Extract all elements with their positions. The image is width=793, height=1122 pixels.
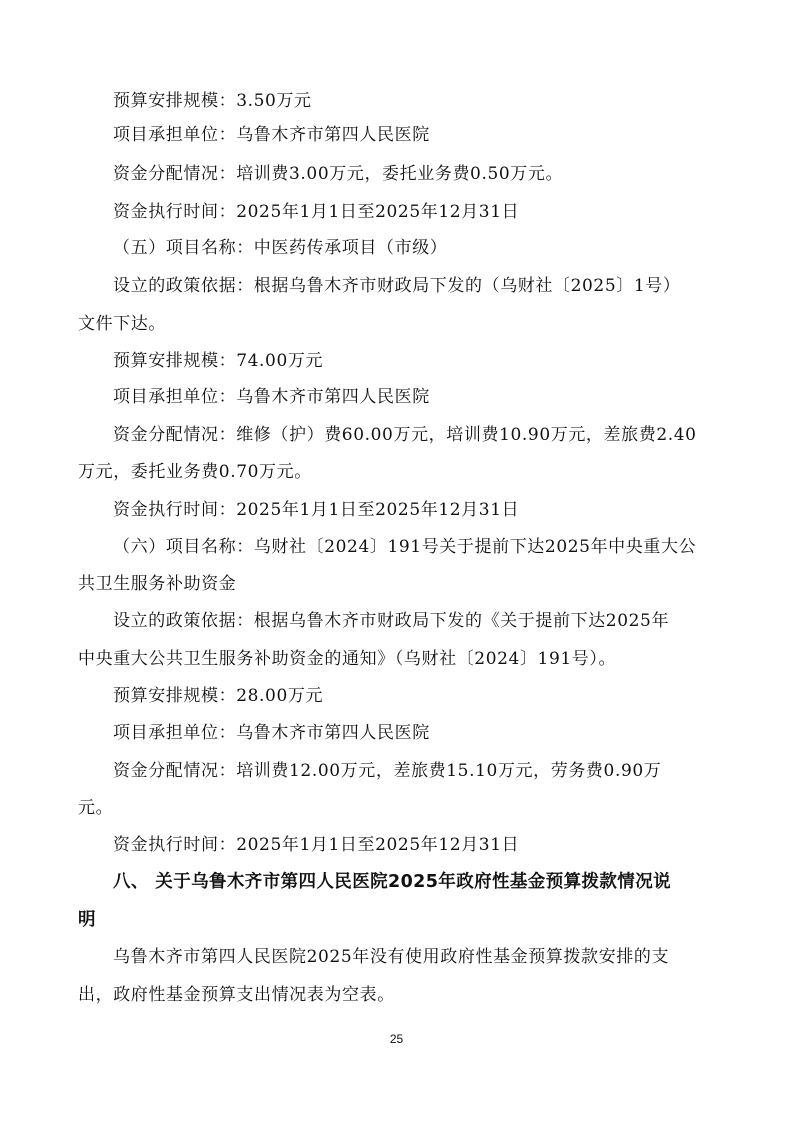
text-line: 预算安排规模：74.00万元 [113,351,324,371]
text-line: 资金分配情况：培训费3.00万元，委托业务费0.50万元。 [113,164,564,184]
text-line: 设立的政策依据：根据乌鲁木齐市财政局下发的（乌财社〔2025〕1号） [113,276,681,296]
page-number: 25 [389,1032,404,1046]
text-line: 文件下达。 [78,314,166,334]
text-line: 资金执行时间：2025年1月1日至2025年12月31日 [113,835,520,855]
text-line: 资金执行时间：2025年1月1日至2025年12月31日 [113,202,520,222]
text-line: 中央重大公共卫生服务补助资金的通知》（乌财社〔2024〕191号）。 [78,649,617,669]
text-line: 项目承担单位：乌鲁木齐市第四人民医院 [113,125,430,145]
chapter-heading-cont: 明 [78,910,96,930]
text-line: 出，政府性基金预算支出情况表为空表。 [78,985,395,1005]
text-line: 项目承担单位：乌鲁木齐市第四人民医院 [113,723,430,743]
text-line: 乌鲁木齐市第四人民医院2025年没有使用政府性基金预算拨款安排的支 [113,947,670,967]
text-line: 资金执行时间：2025年1月1日至2025年12月31日 [113,500,520,520]
section-title: （五）项目名称：中医药传承项目（市级） [113,238,448,258]
chapter-heading: 八、 关于乌鲁木齐市第四人民医院2025年政府性基金预算拨款情况说 [113,872,671,892]
text-line: 元。 [78,798,114,818]
text-line: 万元，委托业务费0.70万元。 [78,462,312,482]
text-line: 预算安排规模：3.50万元 [113,91,312,111]
text-line: 资金分配情况：培训费12.00万元，差旅费15.10万元，劳务费0.90万 [113,761,662,781]
text-line: 共卫生服务补助资金 [78,574,237,594]
section-title: （六）项目名称：乌财社〔2024〕191号关于提前下达2025年中央重大公 [113,537,697,557]
text-line: 设立的政策依据：根据乌鲁木齐市财政局下发的《关于提前下达2025年 [113,611,670,631]
text-line: 资金分配情况：维修（护）费60.00万元，培训费10.90万元，差旅费2.40 [113,425,697,445]
text-line: 预算安排规模：28.00万元 [113,686,324,706]
text-line: 项目承担单位：乌鲁木齐市第四人民医院 [113,387,430,407]
